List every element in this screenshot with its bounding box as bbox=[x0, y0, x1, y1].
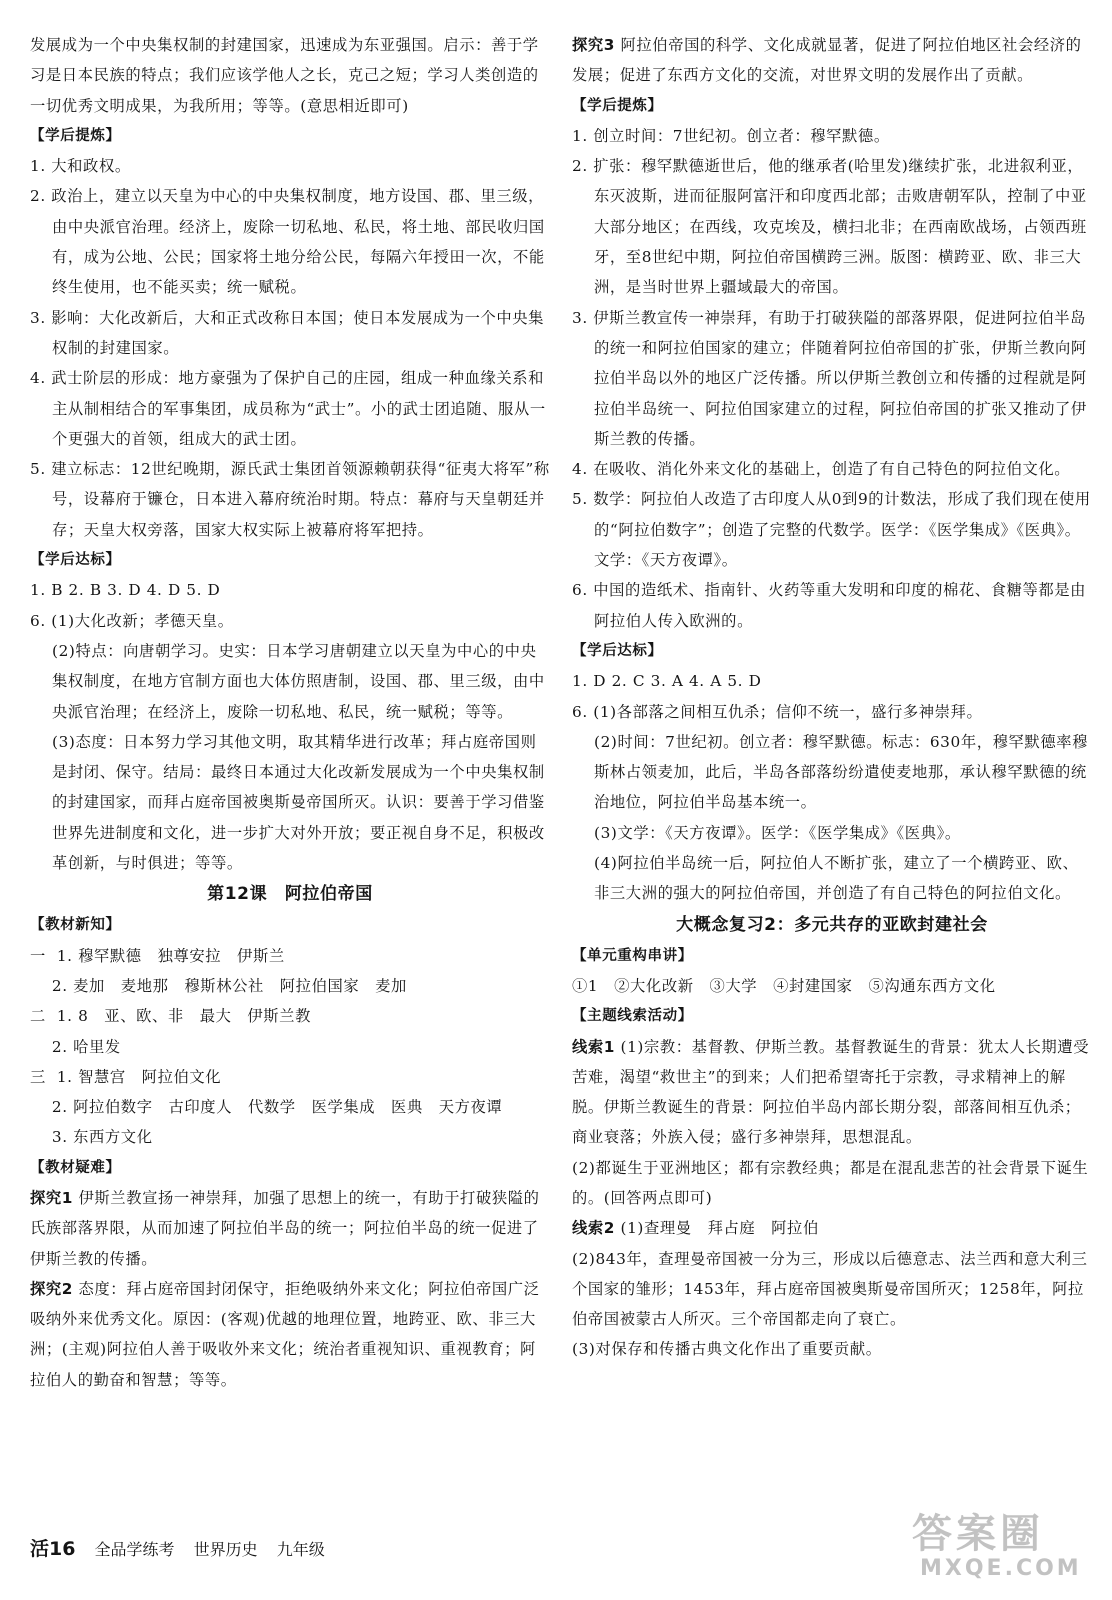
intro-paragraph: 发展成为一个中央集权制的封建国家，迅速成为东亚强国。启示：善于学习是日本民族的特点；我们应该学他人之长，克己之短；学习人类创造的一切优秀文明成果，为我所用；等等。(意思相近即可) bbox=[30, 36, 539, 115]
section-heading-tilian: 【学后提炼】 bbox=[572, 97, 663, 114]
left-column bbox=[30, 30, 550, 1395]
answer-key: 1. B 2. B 3. D 4. D 5. D bbox=[30, 581, 221, 600]
tanjiu-paragraph bbox=[30, 1274, 550, 1395]
watermark-logo bbox=[912, 1502, 1102, 1592]
section-heading-zhuti: 【主题线索活动】 bbox=[572, 1008, 693, 1025]
tanjiu-label: 探究1 bbox=[30, 1188, 74, 1207]
xiansuo-text: (1)查理曼 拜占庭 阿拉伯 bbox=[620, 1219, 819, 1238]
section-heading-dabiao: 【学后达标】 bbox=[30, 552, 121, 569]
question-6-item: (3)态度：日本努力学习其他文明，取其精华进行改革；拜占庭帝国则是封闭、保守。结局：最终日本通过大化改新发展成为一个中央集权制的封建国家，而拜占庭帝国被奥斯曼帝国所灭。认识：要善于学习借鉴世界先进制度和文化，进一步扩大对外开放；要正视自身不足，积极改革创新，与时俱进；等等。 bbox=[52, 732, 545, 873]
xiansuo-paragraph: (2)都诞生于亚洲地区；都有宗教经典；都是在混乱悲苦的社会背景下诞生的。(回答两点即可) bbox=[572, 1158, 1089, 1207]
list-item: 4. 武士阶层的形成：地方豪强为了保护自己的庄园，组成一种血缘关系和主从制相结合的军事集团，成员称为“武士”。小的武士团追随、服从一个更强大的首领，组成大的武士团。 bbox=[30, 369, 546, 448]
xiansuo-label: 线索1 bbox=[572, 1037, 616, 1056]
tanjiu-label: 探究3 bbox=[572, 36, 616, 54]
list-item: 4. 在吸收、消化外来文化的基础上，创造了有自己特色的阿拉伯文化。 bbox=[572, 460, 1071, 479]
xinzhi-line: 2. 阿拉伯数字 古印度人 代数学 医学集成 医典 天方夜谭 bbox=[30, 1098, 503, 1117]
watermark-text: 答案圈 bbox=[912, 1511, 1044, 1557]
xinzhi-line: 一 1. 穆罕默德 独尊安拉 伊斯兰 bbox=[30, 946, 285, 965]
question-6-item: (2)特点：向唐朝学习。史实：日本学习唐朝建立以天皇为中心的中央集权制度，在地方官制方面也大体仿照唐制，设国、郡、里三级，由中央派官治理；在经济上，废除一切私地、私民，统一赋税；等等。 bbox=[52, 641, 545, 721]
question-6-item: (3)文学：《天方夜谭》。医学：《医学集成》《医典》。 bbox=[594, 823, 961, 842]
page-footer bbox=[30, 1534, 339, 1564]
list-item: 1. 创立时间：7世纪初。创立者：穆罕默德。 bbox=[572, 126, 890, 145]
question-6-head: 6. (1)大化改新；孝德天皇。 bbox=[30, 611, 234, 630]
answer-key: 1. D 2. C 3. A 4. A 5. D bbox=[572, 672, 762, 691]
xinzhi-line: 2. 麦加 麦地那 穆斯林公社 阿拉伯国家 麦加 bbox=[30, 976, 407, 995]
right-column bbox=[572, 30, 1092, 1365]
question-6-item: (2)时间：7世纪初。创立者：穆罕默德。标志：630年，穆罕默德率穆斯林占领麦加，此后，半岛各部落纷纷遣使麦地那，承认穆罕默德的统治地位，阿拉伯半岛基本统一。 bbox=[594, 732, 1089, 812]
xiansuo-paragraph: (3)对保存和传播古典文化作出了重要贡献。 bbox=[572, 1340, 882, 1359]
list-item: 6. 中国的造纸术、指南针、火药等重大发明和印度的棉花、食糖等都是由阿拉伯人传入欧洲的。 bbox=[572, 581, 1087, 630]
tanjiu-text: 态度：拜占庭帝国封闭保守，拒绝吸纳外来文化；阿拉伯帝国广泛吸纳外来优秀文化。原因：(客观)优越的地理位置，地跨亚、欧、非三大洲；(主观)阿拉伯人善于吸收外来文化；统治者重视知识、重视教育；阿拉伯人的勤奋和智慧；等等。 bbox=[30, 1279, 540, 1389]
tanjiu-paragraph bbox=[30, 1183, 550, 1274]
tanjiu-paragraph bbox=[572, 30, 1092, 91]
list-item: 2. 扩张：穆罕默德逝世后，他的继承者(哈里发)继续扩张，北进叙利亚，东灭波斯，进而征服阿富汗和印度西北部；击败唐朝军队，控制了中亚大部分地区；在西线，攻克埃及，横扫北非；在西南欧战场，占领西班牙，至8世纪中期，阿拉伯帝国横跨三洲。版图：横跨亚、欧、非三大洲，是当时世界上疆域最大的帝国。 bbox=[572, 157, 1087, 297]
grade-label: 九年级 bbox=[276, 1540, 325, 1559]
section-heading-yinan: 【教材疑难】 bbox=[30, 1159, 121, 1176]
list-item: 5. 数学：阿拉伯人改造了古印度人从0到9的计数法，形成了我们现在使用的“阿拉伯数字”；创造了完整的代数学。医学：《医学集成》《医典》。文学：《天方夜谭》。 bbox=[572, 490, 1091, 570]
xiansuo-label: 线索2 bbox=[572, 1219, 616, 1238]
list-item: 1. 大和政权。 bbox=[30, 157, 131, 176]
tanjiu-text: 伊斯兰教宣扬一神崇拜，加强了思想上的统一，有助于打破狭隘的氏族部落界限，从而加速了阿拉伯半岛的统一；阿拉伯半岛的统一促进了伊斯兰教的传播。 bbox=[30, 1188, 540, 1268]
section-heading-dabiao: 【学后达标】 bbox=[572, 642, 663, 659]
tanjiu-text: 阿拉伯帝国的科学、文化成就显著，促进了阿拉伯地区社会经济的发展；促进了东西方文化的交流，对世界文明的发展作出了贡献。 bbox=[572, 36, 1082, 85]
xiansuo-paragraph: (2)843年，查理曼帝国被一分为三，形成以后德意志、法兰西和意大利三个国家的雏形；1453年，拜占庭帝国被奥斯曼帝国所灭；1258年，阿拉伯帝国被蒙古人所灭。三个帝国都走向了衰亡。 bbox=[572, 1249, 1088, 1329]
list-item: 3. 伊斯兰教宣传一神崇拜，有助于打破狭隘的部落界限，促进阿拉伯半岛的统一和阿拉伯国家的建立；伴随着阿拉伯帝国的扩张，伊斯兰教向阿拉伯半岛以外的地区广泛传播。所以伊斯兰教创立和传播的过程就是阿拉伯半岛统一、阿拉伯国家建立的过程，阿拉伯帝国的扩张又推动了伊斯兰教的传播。 bbox=[572, 308, 1087, 448]
xiansuo-paragraph bbox=[572, 1032, 1092, 1153]
xinzhi-line: 2. 哈里发 bbox=[30, 1037, 121, 1056]
page-number: 活16 bbox=[30, 1538, 76, 1560]
section-heading-tilian: 【学后提炼】 bbox=[30, 127, 121, 144]
xinzhi-line: 二 1. 8 亚、欧、非 最大 伊斯兰教 bbox=[30, 1007, 311, 1026]
xiansuo-paragraph bbox=[572, 1213, 1092, 1243]
list-item: 5. 建立标志：12世纪晚期，源氏武士集团首领源赖朝获得“征夷大将军”称号，设幕府于镰仓，日本进入幕府统治时期。特点：幕府与天皇朝廷并存；天皇大权旁落，国家大权实际上被幕府将军把持。 bbox=[30, 460, 550, 539]
xiansuo-text: (1)宗教：基督教、伊斯兰教。基督教诞生的背景：犹太人长期遭受苦难，渴望“救世主”的到来；人们把希望寄托于宗教，寻求精神上的解脱。伊斯兰教诞生的背景：阿拉伯半岛内部长期分裂，部落间相互仇杀；商业衰落；外族入侵；盛行多神崇拜，思想混乱。 bbox=[572, 1037, 1090, 1147]
xinzhi-line: 三 1. 智慧宫 阿拉伯文化 bbox=[30, 1067, 222, 1086]
subject-label: 世界历史 bbox=[193, 1540, 258, 1559]
xinzhi-line: 3. 东西方文化 bbox=[30, 1128, 153, 1147]
review-title: 大概念复习2：多元共存的亚欧封建社会 bbox=[676, 914, 988, 935]
section-heading-danyuan: 【单元重构串讲】 bbox=[572, 947, 693, 964]
tanjiu-label: 探究2 bbox=[30, 1279, 74, 1298]
lesson-title: 第12课 阿拉伯帝国 bbox=[207, 884, 373, 905]
book-title: 全品学练考 bbox=[94, 1540, 175, 1559]
question-6-head: 6. (1)各部落之间相互仇杀；信仰不统一，盛行多神崇拜。 bbox=[572, 702, 983, 721]
danyuan-line: ①1 ②大化改新 ③大学 ④封建国家 ⑤沟通东西方文化 bbox=[572, 976, 996, 995]
question-6-item: (4)阿拉伯半岛统一后，阿拉伯人不断扩张，建立了一个横跨亚、欧、非三大洲的强大的阿拉伯帝国，并创造了有自己特色的阿拉伯文化。 bbox=[594, 854, 1079, 903]
list-item: 2. 政治上，建立以天皇为中心的中央集权制度，地方设国、郡、里三级，由中央派官治理。经济上，废除一切私地、私民，将土地、部民收归国有，成为公地、公民；国家将土地分给公民，每隔六年授田一次，不能终生使用，也不能买卖；统一赋税。 bbox=[30, 187, 545, 297]
section-heading-xinzhi: 【教材新知】 bbox=[30, 917, 121, 934]
watermark-url: MXQE.COM bbox=[920, 1556, 1082, 1581]
list-item: 3. 影响：大化改新后，大和正式改称日本国；使日本发展成为一个中央集权制的封建国家。 bbox=[30, 308, 545, 357]
